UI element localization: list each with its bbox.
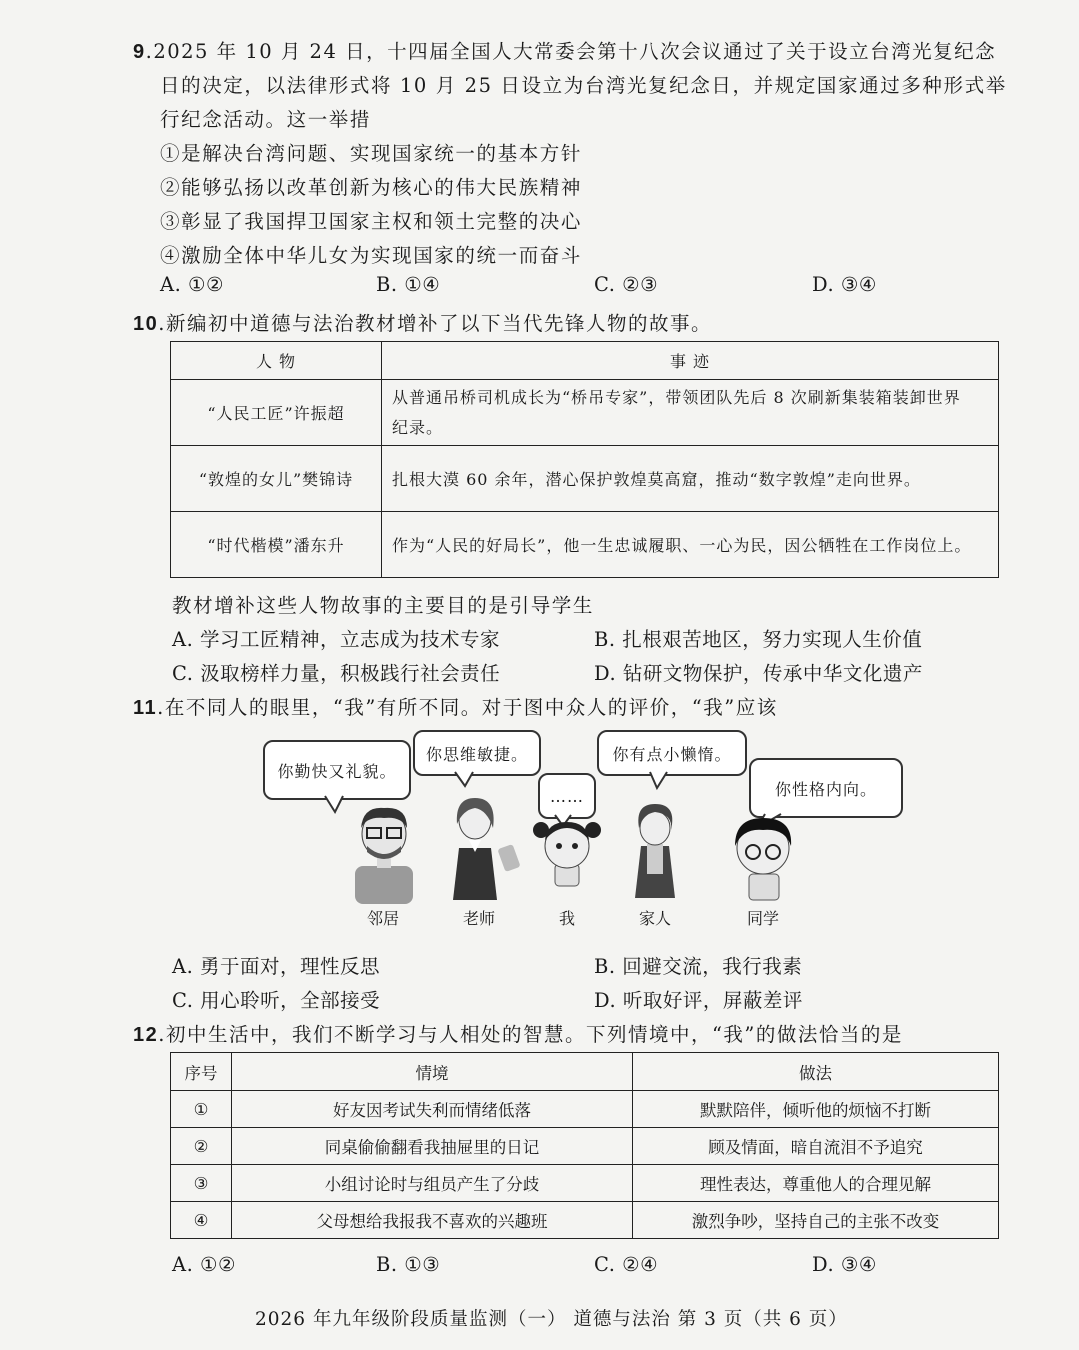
row-no: ④ <box>171 1202 232 1239</box>
row-situation: 小组讨论时与组员产生了分歧 <box>232 1165 633 1202</box>
row-no: ① <box>171 1091 232 1128</box>
bubble-neighbor: 你勤快又礼貌。 <box>263 740 411 800</box>
q9-option-d[interactable]: D. ③④ <box>812 273 877 296</box>
q10-option-d[interactable]: D. 钻研文物保护，传承中华文化遗产 <box>594 662 923 685</box>
label-classmate: 同学 <box>746 909 779 928</box>
q9-number: 9 <box>133 41 146 63</box>
q12-option-c[interactable]: C. ②④ <box>594 1253 659 1276</box>
q12-header-action: 做法 <box>633 1053 999 1091</box>
teacher-figure <box>453 798 521 900</box>
q11-option-d[interactable]: D. 听取好评，屏蔽差评 <box>594 989 803 1012</box>
row-action: 激烈争吵，坚持自己的主张不改变 <box>633 1202 999 1239</box>
q12-option-b[interactable]: B. ①③ <box>376 1253 441 1276</box>
q12-number: 12 <box>133 1024 159 1046</box>
q10-header-deed: 事 迹 <box>382 342 999 380</box>
q9-option-c[interactable]: C. ②③ <box>594 273 659 296</box>
bubble-classmate: 你性格内向。 <box>749 758 903 818</box>
table-row <box>171 380 999 446</box>
label-neighbor: 邻居 <box>366 909 399 928</box>
q12-option-d[interactable]: D. ③④ <box>812 1253 877 1276</box>
q11-option-a[interactable]: A. 勇于面对，理性反思 <box>172 955 380 978</box>
row-no: ③ <box>171 1165 232 1202</box>
q12-option-a[interactable]: A. ①② <box>172 1253 236 1276</box>
q12-table <box>170 1052 999 1239</box>
q9-option-b[interactable]: B. ①④ <box>376 273 441 296</box>
q10-stem: 10.新编初中道德与法治教材增补了以下当代先锋人物的故事。 <box>133 312 712 335</box>
q11-number: 11 <box>133 697 158 719</box>
classmate-figure <box>735 818 791 900</box>
bubble-me: …… <box>538 773 596 819</box>
q11-option-b[interactable]: B. 回避交流，我行我素 <box>594 955 803 978</box>
page-footer: 2026 年九年级阶段质量监测（一） 道德与法治 第 3 页（共 6 页） <box>255 1309 848 1330</box>
q12-stem: 12.初中生活中，我们不断学习与人相处的智慧。下列情境中，“我”的做法恰当的是 <box>133 1023 903 1046</box>
q11-illustration <box>255 728 915 933</box>
q9-item-2: ②能够弘扬以改革创新为核心的伟大民族精神 <box>160 176 583 199</box>
person-name: “时代楷模”潘东升 <box>171 512 382 578</box>
q11-stem: 11.在不同人的眼里，“我”有所不同。对于图中众人的评价，“我”应该 <box>133 696 778 719</box>
table-row <box>171 446 999 512</box>
q9-item-1: ①是解决台湾问题、实现国家统一的基本方针 <box>160 142 583 165</box>
table-row <box>171 1128 999 1165</box>
q9-item-4: ④激励全体中华儿女为实现国家的统一而奋斗 <box>160 244 583 267</box>
row-situation: 父母想给我报我不喜欢的兴趣班 <box>232 1202 633 1239</box>
deed-text: 扎根大漠 60 余年，潜心保护敦煌莫高窟，推动“数字敦煌”走向世界。 <box>382 446 999 512</box>
table-row <box>171 512 999 578</box>
table-row <box>171 1091 999 1128</box>
q11-option-c[interactable]: C. 用心聆听，全部接受 <box>172 989 381 1012</box>
family-figure <box>635 804 675 898</box>
label-teacher: 老师 <box>462 909 495 928</box>
row-action: 顾及情面，暗自流泪不予追究 <box>633 1128 999 1165</box>
q10-option-b[interactable]: B. 扎根艰苦地区，努力实现人生价值 <box>594 628 923 651</box>
table-row <box>171 1202 999 1239</box>
me-figure <box>533 822 601 886</box>
table-row <box>171 1165 999 1202</box>
q10-option-c[interactable]: C. 汲取榜样力量，积极践行社会责任 <box>172 662 501 685</box>
deed-text: 从普通吊桥司机成长为“桥吊专家”，带领团队先后 8 次刷新集装箱装卸世界 纪录。 <box>382 380 999 446</box>
q9-stem-line2: 日的决定，以法律形式将 10 月 25 日设立为台湾光复纪念日，并规定国家通过多种形式举 <box>160 74 1007 97</box>
q9-item-3: ③彰显了我国捍卫国家主权和领土完整的决心 <box>160 210 583 233</box>
bubble-family: 你有点小懒惰。 <box>597 730 747 776</box>
label-family: 家人 <box>638 909 671 928</box>
q12-header-no: 序号 <box>171 1053 232 1091</box>
neighbor-figure <box>355 808 413 904</box>
row-situation: 好友因考试失利而情绪低落 <box>232 1091 633 1128</box>
q9-option-a[interactable]: A. ①② <box>160 273 224 296</box>
q10-option-a[interactable]: A. 学习工匠精神，立志成为技术专家 <box>172 628 500 651</box>
q9-stem: 9.2025 年 10 月 24 日，十四届全国人大常委会第十八次会议通过了关于设立台湾光复纪念 <box>133 40 997 63</box>
person-name: “人民工匠”许振超 <box>171 380 382 446</box>
q9-stem-line3: 行纪念活动。这一举措 <box>160 108 372 131</box>
q10-table <box>170 341 999 578</box>
q10-header-person: 人 物 <box>171 342 382 380</box>
q10-followup: 教材增补这些人物故事的主要目的是引导学生 <box>172 594 595 617</box>
deed-text: 作为“人民的好局长”，他一生忠诚履职、一心为民，因公牺牲在工作岗位上。 <box>382 512 999 578</box>
label-me: 我 <box>558 909 575 928</box>
q12-header-situation: 情境 <box>232 1053 633 1091</box>
row-action: 理性表达，尊重他人的合理见解 <box>633 1165 999 1202</box>
row-situation: 同桌偷偷翻看我抽屉里的日记 <box>232 1128 633 1165</box>
q10-number: 10 <box>133 313 159 335</box>
person-name: “敦煌的女儿”樊锦诗 <box>171 446 382 512</box>
bubble-teacher: 你思维敏捷。 <box>413 730 541 776</box>
characters-art <box>255 728 915 933</box>
row-no: ② <box>171 1128 232 1165</box>
row-action: 默默陪伴，倾听他的烦恼不打断 <box>633 1091 999 1128</box>
